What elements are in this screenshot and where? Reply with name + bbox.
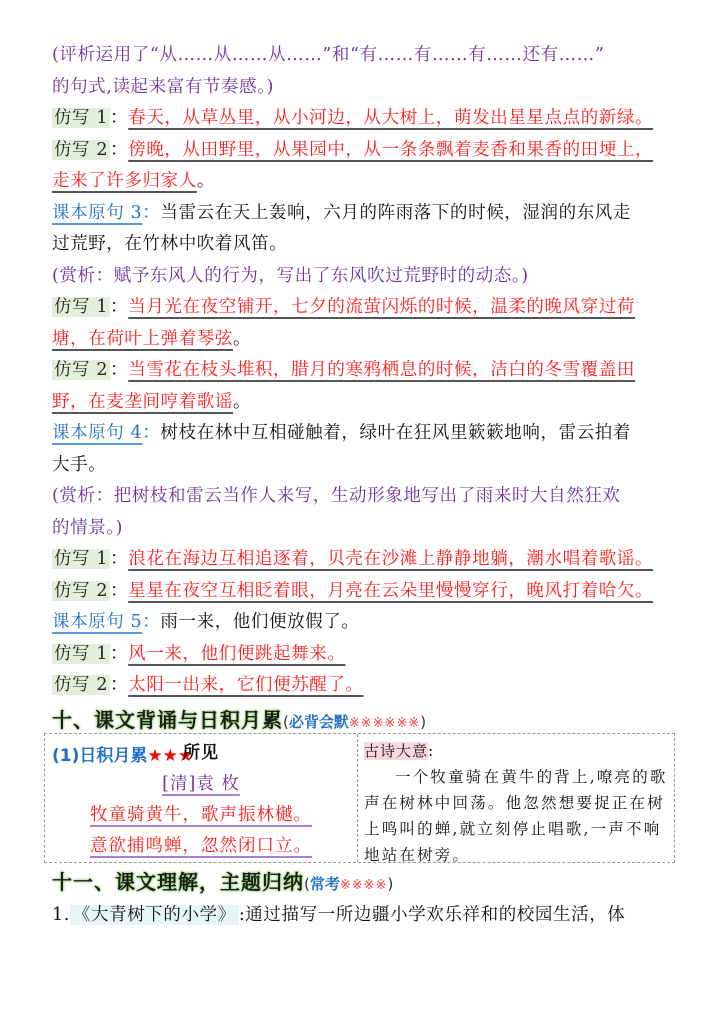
poem-title: 所见 [183,743,219,763]
meaning-text: 一个牧童骑在黄牛的背上,嘹亮的歌声在树林中回荡。他忽然想要捉正在树上鸣叫的蝉,就立刻停止唱歌,一声不响地站在树旁。 [364,768,668,864]
document-page [52,40,676,925]
imitation-label: 仿写 2 [54,360,109,380]
paren-close: ) [420,712,427,731]
analysis-line: 的情景。) [52,517,124,538]
section-11-note [304,875,393,893]
poem-line [45,800,357,831]
colon: ： [110,549,129,569]
original-sentence-label: 课本原句 3 [52,202,143,223]
colon: ： [110,360,129,380]
imitation-text: 当雪花在枝头堆积，腊月的寒鸦栖息的时候，洁白的冬雪覆盖田 [128,360,636,380]
colon: ： [142,612,161,632]
original-sentence-line [52,418,676,450]
colon: ： [142,423,161,443]
imitation-line [52,292,676,324]
item-number: 1. [52,905,70,925]
imitation-text: 春天，从草丛里，从小河边，从大树上，萌发出星星点点的新绿。 [128,108,654,128]
imitation-text: 太阳一出来，它们便苏醒了。 [128,675,364,695]
colon: ： [110,139,129,160]
colon: ： [110,643,129,664]
meaning-label-line [364,738,668,764]
colon: ： [110,297,129,317]
theme-item [52,900,625,932]
imitation-label: 仿写 2 [54,139,109,160]
importance-marks: ※※※※ [339,878,388,893]
analysis-line: (赏析：赋予东风人的行为，写出了东风吹过荒野时的动态。) [52,265,529,286]
section-11-title: 十一、课文理解，主题归纳 [52,870,304,894]
original-sentence-line [52,607,676,639]
importance-marks: ※※※※※※ [348,715,421,731]
colon: ： [142,202,161,223]
original-sentence-text: 当雷云在天上轰响，六月的阵雨落下的时候，湿润的东风走 [160,202,632,223]
imitation-label: 仿写 2 [54,675,109,695]
imitation-line [52,103,676,135]
imitation-text: 野，在麦垄间哼着歌谣 [52,391,233,412]
period: 。 [233,391,252,412]
original-sentence-text: 树枝在林中互相碰触着，绿叶在狂风里簌簌地响，雷云拍着 [160,423,632,443]
colon: : [428,742,436,760]
imitation-line [52,544,676,576]
poem-cell [45,734,358,862]
imitation-label: 仿写 1 [54,297,109,317]
note-label: 必背会默 [288,712,349,731]
poem-author: [清]袁 枚 [162,774,240,794]
imitation-label: 仿写 1 [54,108,109,128]
imitation-text: 傍晚，从田野里，从果园中，从一条条飘着麦香和果香的田埂上， [128,139,654,160]
note-label: 常考 [309,875,340,893]
imitation-text: 塘，在荷叶上弹着琴弦 [52,328,233,349]
original-sentence-label: 课本原句 5 [52,612,143,632]
subheading-text: (1)日积月累 [52,745,148,766]
imitation-text: 风一来，他们便跳起舞来。 [128,643,346,664]
imitation-line [52,135,676,167]
colon: ： [110,108,129,128]
imitation-label: 仿写 1 [54,549,109,569]
original-sentence-label: 课本原句 4 [52,423,143,443]
poem-meaning-cell [358,734,674,862]
meaning-label: 古诗大意 [364,742,429,760]
imitation-line-cont [52,324,676,356]
imitation-label: 仿写 2 [54,580,109,601]
imitation-text: 星星在夜空互相眨着眼，月亮在云朵里慢慢穿行，晚风打着哈欠。 [128,580,654,601]
imitation-label: 仿写 1 [54,643,109,664]
imitation-text: 浪花在海边互相追逐着，贝壳在沙滩上静静地躺，潮水唱着歌谣。 [128,549,654,569]
colon: ： [110,675,129,695]
imitation-text: 走来了许多归家人 [52,171,197,191]
original-sentence-line [52,198,676,230]
imitation-line [52,355,676,387]
imitation-text: 当月光在夜空铺开，七夕的流萤闪烁的时候，温柔的晚风穿过荷 [128,297,636,317]
analysis-line: (赏析：把树枝和雷云当作人来写，生动形象地写出了雨来时大自然狂欢 [52,486,621,506]
analysis-line: (评析运用了“从……从……从……”和“有……有……有……还有……” [52,45,605,65]
section-10-note [283,713,426,731]
original-sentence-text: 雨一来，他们便放假了。 [160,612,360,632]
imitation-line [52,576,676,608]
colon: ： [110,580,129,601]
theme-text: :通过描写一所边疆小学欢乐祥和的校园生活，体 [238,905,626,925]
lesson-title: 《大青树下的小学》 [70,905,239,925]
poem-line-text: 意欲捕鸣蝉，忽然闭口立。 [90,836,312,856]
star-icons: ★★★ [147,745,194,766]
poem-table [44,733,675,863]
paren-open: ( [283,712,289,731]
paren-open: ( [304,875,310,893]
original-sentence-cont: 大手。 [52,454,107,475]
poem-author-line [45,769,357,800]
imitation-line-cont [52,387,676,419]
imitation-line-cont [52,166,676,198]
analysis-line: 的句式,读起来富有节奏感。) [52,76,275,97]
poem-line-text: 牧童骑黄牛，歌声振林樾。 [90,805,312,825]
section-10-title: 十、课文背诵与日积月累 [52,707,283,732]
section-11-heading [52,864,393,900]
period: 。 [233,328,252,349]
imitation-line [52,670,676,702]
original-sentence-cont: 过荒野，在竹林中吹着风笛。 [52,234,288,254]
imitation-line [52,639,676,671]
poem-line [45,831,357,862]
paren-close: ) [387,875,394,893]
period: 。 [196,171,215,191]
